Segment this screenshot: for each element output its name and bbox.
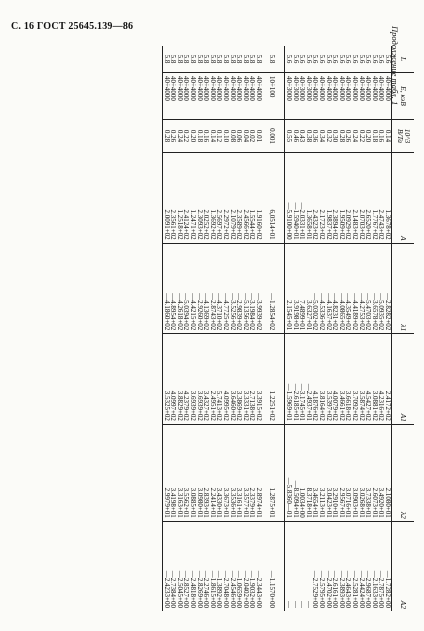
table-cell: 5.8 [175,54,184,64]
table-cell: 5.8 [248,54,257,64]
table-cell: —3.1745+01 [299,334,306,425]
table-cell: 2.9979+01 [163,424,170,521]
table-row [209,46,216,611]
table-cell: —2.9260+02 [196,243,203,334]
table-cell: —2.4546+00 [229,521,236,611]
table-cell: 40÷4000 [378,73,385,120]
table-cell: 0.46 [292,120,299,153]
table-cell: 3.3673+01 [222,424,229,521]
table-cell: —2.8269+00 [196,521,203,611]
table-row [163,46,170,611]
table-cell: —2.3443+00 [255,521,262,611]
table-cell: —2.7048+00 [222,521,229,611]
table-cell: 40÷4000 [242,73,249,120]
table-cell: —2.5795+00 [318,521,325,611]
table-cell: 40÷4000 [229,73,236,120]
table-cell: —2.5281+00 [351,521,358,611]
table-cell: 2.3379+01 [249,424,256,521]
table-cell: —2.4424+00 [358,521,365,611]
table-cell [276,424,286,521]
table-cell: 40÷4000 [384,73,391,120]
table-cell: 0.16 [378,120,385,153]
table-cell: 40÷4000 [312,73,319,120]
table-cell: 40÷3000 [285,73,292,120]
table-cell: 5.8 [182,54,191,64]
table-cell: —2.7875+00 [378,521,385,611]
table-cell: —3.9939+02 [255,243,262,334]
table-cell: —2.7384+00 [170,521,177,611]
table-cell: — [299,521,306,611]
table-cell: 3.5325+02 [163,334,170,425]
table-cell: 3.3163+01 [176,424,183,521]
table-cell: 2.3093+02 [196,153,203,244]
table-cell: 0.43 [299,120,306,153]
table-cell: 0.36 [312,120,319,153]
table-cell: 2.4566+02 [242,153,249,244]
table-cell: 0.16 [203,120,210,153]
table-cell: 3.4327+02 [203,334,210,425]
table-row [292,46,299,611]
table-cell: —5.4703+02 [365,243,372,334]
table-cell: —5.8360—01 [285,424,292,521]
table-cell: —4.3549+02 [345,243,352,334]
table-cell [276,46,286,73]
table-cell: —5.0394+02 [183,243,190,334]
table-cell: — [305,521,312,611]
table-cell: 0.24 [176,120,183,153]
table-cell: 3.3915+02 [255,334,262,425]
table-cell: 2.4743+02 [378,153,385,244]
table-cell: 0.30 [332,120,339,153]
table-cell: 5.6 [344,54,353,64]
table-cell [276,243,286,334]
table-cell: 4.2379+02 [183,334,190,425]
table-cell: —3.6578+02 [371,243,378,334]
table-group-58 [163,46,286,611]
table-cell: —2.8282+02 [384,243,391,334]
table-cell: 0.34 [318,120,325,153]
table-row [318,46,325,611]
table-cell: 1.7767+02 [371,153,378,244]
table-cell: 5.8 [221,54,230,64]
table-cell: 2.4124+02 [183,153,190,244]
table-cell [276,120,286,153]
table-cell: 5.6 [298,54,307,64]
table-cell: 2.1080+01 [384,424,391,521]
table-cell: 2.0091+02 [163,153,170,244]
table-cell: 3.5562+01 [183,424,190,521]
table-cell: 2.5697+02 [216,153,223,244]
table-cell: 40÷4000 [189,73,196,120]
table-cell: 3.6618+02 [345,334,352,425]
table-cell: 3.0980+01 [196,424,203,521]
table-cell: —2.6185+01 [292,334,299,425]
table-cell: 5.8 [162,54,171,64]
table-cell: —4.1637+02 [325,243,332,334]
table-cell: 0.22 [358,120,365,153]
table-cell: 2.1723+02 [318,153,325,244]
table-cell: 5.8 [228,54,237,64]
data-table-rotated [26,46,414,611]
table-cell: 0.24 [351,120,358,153]
table-cell: 40÷4000 [365,73,372,120]
table-cell: 3.5874+02 [358,334,365,425]
table-cell [276,73,286,120]
table-cell: 40÷4000 [176,73,183,120]
table-cell: 40÷3000 [292,73,299,120]
table-cell: 3.4198+01 [170,424,177,521]
table-cell: 40÷4000 [345,73,352,120]
table-cell: —2.9839+02 [236,243,243,334]
table-cell: 0.12 [216,120,223,153]
table-cell: —2.7529+00 [312,521,319,611]
table-cell: —4.5336+02 [318,243,325,334]
table-cell: 3.0716+01 [345,424,352,521]
table-cell: 3.4654+01 [312,424,319,521]
table-cell: 1.9160+02 [255,153,262,244]
table-cell: 1.2875+01 [269,424,276,521]
table-cell: 5.8 [208,54,217,64]
table-cell: 0.32 [325,120,332,153]
table-cell: 0.38 [305,120,312,153]
table-cell [276,153,286,244]
table-row [371,46,378,611]
table-cell: 4.0995+02 [222,334,229,425]
table-cell: 5.7413+02 [216,334,223,425]
table-cell: 5.8 [268,54,277,64]
table-cell: 4.0079+02 [332,334,339,425]
table-cell: 2.6073+01 [371,424,378,521]
table-cell: 40÷4000 [236,73,243,120]
table-cell: 0.08 [229,120,236,153]
table-cell: 4.5427+02 [365,334,372,425]
table-cell: 0.20 [189,120,196,153]
table-cell: 40÷3000 [299,73,306,120]
table-row-first [269,46,276,611]
table-cell: 5.8 [202,54,211,64]
table-cell: 1.3678+02 [384,153,391,244]
table-cell: 40÷4000 [249,73,256,120]
table-cell: 5.8 [169,54,178,64]
table-cell: 3.3161+01 [236,424,243,521]
col-header-lambda2: λ2 [392,424,415,521]
table-cell: —4.7725+02 [222,243,229,334]
table-cell: 3.3869+02 [236,334,243,425]
table-cell: 40÷4000 [163,73,170,120]
table-cell: 3.0885+01 [189,424,196,521]
table-cell: —5.0935+02 [378,243,385,334]
table-cell: 2.8974+01 [255,424,262,521]
table-cell: 1.2471+02 [189,153,196,244]
table-cell: 2.4323+02 [312,153,319,244]
table-cell: 2.9567+01 [338,424,345,521]
table-cell: 3.6460+02 [229,334,236,425]
table-cell: —1.1570+00 [269,521,276,611]
table-cell: 1.0034+00 [299,424,306,521]
table-cell: 0.10 [222,120,229,153]
table-row [222,46,229,611]
table-cell: 0.28 [338,120,345,153]
table-cell: 40÷4000 [203,73,210,120]
table-cell: 4.1876+02 [312,334,319,425]
table-cell: —2.6161+00 [332,521,339,611]
table-cell: 3.8164+02 [318,334,325,425]
table-cell: 2.2414+01 [209,424,216,521]
table-cell: 3.2910+01 [332,424,339,521]
table-cell: —1.3892+00 [216,521,223,611]
table-cell: 3.0903+01 [351,424,358,521]
table-cell: —1.5969+01 [285,334,292,425]
col-header-a2: A2 [392,521,415,611]
table-cell: 0.28 [163,120,170,153]
data-table [162,46,414,611]
table-cell: —4.8954+02 [170,243,177,334]
table-cell: 10÷100 [269,73,276,120]
table-cell: 2.0703+02 [358,153,365,244]
table-cell: —2.5045+00 [176,521,183,611]
table-cell: 40÷4000 [183,73,190,120]
table-cell: 5.6 [285,54,294,64]
table-cell: 5.6 [331,54,340,64]
table-cell: 3.0268+01 [358,424,365,521]
table-cell: 2.3894+02 [332,153,339,244]
table-cell: 2.4172+02 [384,334,391,425]
table-cell: 0.18 [371,120,378,153]
table-cell: 0.26 [345,120,352,153]
table-cell: 2.7138+02 [249,334,256,425]
table-cell: —4.2753+02 [358,243,365,334]
table-cell: —2.1633+00 [371,521,378,611]
table-cell: 40÷4000 [170,73,177,120]
table-cell: —2.4937+01 [305,334,312,425]
table-cell: 5.8 [188,54,197,64]
table-cell: 2.6520+02 [365,153,372,244]
table-cell: 2.1079+02 [229,153,236,244]
table-cell: — [292,521,299,611]
table-cell: 40÷4000 [351,73,358,120]
table-cell: —1.8615+00 [209,521,216,611]
table-cell: 40÷4000 [255,73,262,120]
table-cell: 40÷4000 [371,73,378,120]
table-cell: 3.2113+01 [318,424,325,521]
table-cell: 3.0423+01 [325,424,332,521]
table-row [384,46,391,611]
table-cell: 5.6 [304,54,313,64]
table-header-row [392,46,415,611]
table-cell: 5.6 [291,54,300,64]
table-row [358,46,365,611]
table-row [351,46,358,611]
table-cell: 3.6939+02 [196,334,203,425]
table-row [242,46,249,611]
table-cell: 0.20 [365,120,372,153]
table-cell: 5.8 [195,54,204,64]
table-cell: —2.3893+00 [338,521,345,611]
table-cell: —5.0302+02 [312,243,319,334]
table-cell: —2.0331+01 [299,153,306,244]
table-cell: —2.2746+00 [203,521,210,611]
table-cell: —1.9032+00 [249,521,256,611]
table-cell: 3.8829+02 [176,334,183,425]
table-cell: 0.01 [255,120,262,153]
table-cell: 5.6 [351,54,360,64]
table-cell: 5.8 [241,54,250,64]
col-header-lambda1: λ1 [392,243,415,334]
table-cell: 3.3331+02 [242,334,249,425]
table-cell: 2.2972+02 [222,153,229,244]
table-cell: —2.8743+02 [209,243,216,334]
col-header-b: 10^3 B/Ta [392,120,415,153]
table-cell: 40÷4000 [209,73,216,120]
table-row [189,46,196,611]
col-header-energy: E, кэВ [392,73,415,120]
table-cell: —1.2854+02 [269,243,276,334]
table-cell: 1.2251+02 [269,334,276,425]
table-cell: 5.8 [215,54,224,64]
table-continuation-label: Продолжение табл. 1 [390,26,400,106]
table-cell: 3.9198+01 [292,243,299,334]
table-cell: 0.06 [236,120,243,153]
table-cell: 5.8 [254,54,263,64]
group-separator [276,46,286,611]
table-cell: —4.3710+02 [216,243,223,334]
table-cell: 40÷4000 [318,73,325,120]
table-cell: 5.6 [318,54,327,64]
table-cell: —1.5940+01 [292,153,299,244]
table-cell: 3.3577+01 [242,424,249,521]
table-cell: 0.22 [183,120,190,153]
table-cell: 3.6327+01 [305,243,312,334]
table-cell: 40÷3000 [305,73,312,120]
table-cell: 3.4661+02 [338,334,345,425]
table-cell: —4.1860+02 [163,243,170,334]
table-cell: —5.1356+02 [242,243,249,334]
table-cell: 40÷4000 [216,73,223,120]
table-cell: —2.8527+00 [183,521,190,611]
table-cell: —2.9687+00 [365,521,372,611]
table-cell: 0.001 [269,120,276,153]
table-cell: —4.0865+02 [338,243,345,334]
table-row [285,46,292,611]
table-cell: 0.14 [384,120,391,153]
table-cell: —4.4189+02 [351,243,358,334]
table-cell: 0.55 [285,120,292,153]
table-cell: 40÷4000 [196,73,203,120]
table-row [325,46,332,611]
table-cell: 0.04 [242,120,249,153]
table-cell: 3.7338+01 [365,424,372,521]
table-cell: 5.6 [357,54,366,64]
col-header-l: L [392,46,415,73]
table-cell: 1.3692+02 [209,153,216,244]
table-cell: —4.1369+02 [203,243,210,334]
table-cell: 5.8 [235,54,244,64]
table-cell: 3.4920+01 [378,424,385,521]
table-cell: 2.0252+02 [203,153,210,244]
table-cell: 1.2518+02 [176,153,183,244]
table-cell: 2.3561+02 [170,153,177,244]
table-cell: —4.2618+02 [176,243,183,334]
table-cell: —3.1984+02 [249,243,256,334]
table-cell: 7.4899+01 [299,243,306,334]
table-cell: 1.5544+02 [249,153,256,244]
table-cell: 0.02 [249,120,256,153]
col-header-a: A [392,153,415,244]
table-cell: 5.6 [384,54,392,64]
table-cell: 1.3658+01 [305,153,312,244]
table-cell: 2.3589+02 [236,153,243,244]
table-cell: 2.4951+02 [209,334,216,425]
table-cell: 4.0997+02 [170,334,177,425]
table-cell: 5.6 [370,54,379,64]
table-cell: 3.3536+01 [229,424,236,521]
table-row [255,46,262,611]
table-cell: —2.0402+00 [242,521,249,611]
table-cell [276,521,286,611]
table-cell: 5.6 [377,54,386,64]
table-cell: 3.7092+02 [351,334,358,425]
table-cell: —1.0659+00 [236,521,243,611]
table-cell: —1.7282+00 [384,521,391,611]
table-group-56 [285,46,392,611]
table-cell: — [285,521,292,611]
table-cell: 5.6 [364,54,373,64]
table-cell: 3.5397+02 [325,334,332,425]
table-cell: —5.9100+00 [285,153,292,244]
table-cell: 4.2316+02 [378,334,385,425]
table-cell: —3.5256+02 [229,243,236,334]
table-row [176,46,183,611]
table-cell: 3.6939+02 [189,334,196,425]
table-cell: 2.8393+01 [203,424,210,521]
table-cell: 2.0929+02 [345,153,352,244]
table-cell: 40÷4000 [332,73,339,120]
table-cell: 5.6 [337,54,346,64]
table-cell: 2.1483+02 [351,153,358,244]
page-header: С. 16 ГОСТ 25645.139—86 [11,21,134,32]
table-row [305,46,312,611]
table-cell: —4.8231+02 [332,243,339,334]
table-cell: 3.4330+01 [216,424,223,521]
table-cell: 5.6 [311,54,320,64]
table-cell: —4.4215+02 [189,243,196,334]
table-cell: 40÷4000 [338,73,345,120]
table-cell: 0.18 [196,120,203,153]
table-cell: —8.5094+01 [292,424,299,521]
table-cell: 0.26 [170,120,177,153]
table-cell: 40÷4000 [222,73,229,120]
table-cell: 2.1545+01 [285,243,292,334]
table-cell: —2.4233+00 [163,521,170,611]
table-cell: 6,0514+01 [269,153,276,244]
table-cell: 1.9509+02 [338,153,345,244]
table-cell: 40÷4000 [325,73,332,120]
table-cell [276,334,286,425]
col-header-a1: A1 [392,334,415,425]
table-cell: 1.9837+02 [325,153,332,244]
table-cell: —2.4818+00 [189,521,196,611]
table-row [338,46,345,611]
table-cell: 40÷4000 [358,73,365,120]
table-cell: 0.14 [209,120,216,153]
table-cell: —2.4643+00 [345,521,352,611]
table-cell: —2.4702+00 [325,521,332,611]
table-cell: 8.3718+01 [305,424,312,521]
table-cell: 3.0881+02 [371,334,378,425]
table-cell: 5.6 [324,54,333,64]
